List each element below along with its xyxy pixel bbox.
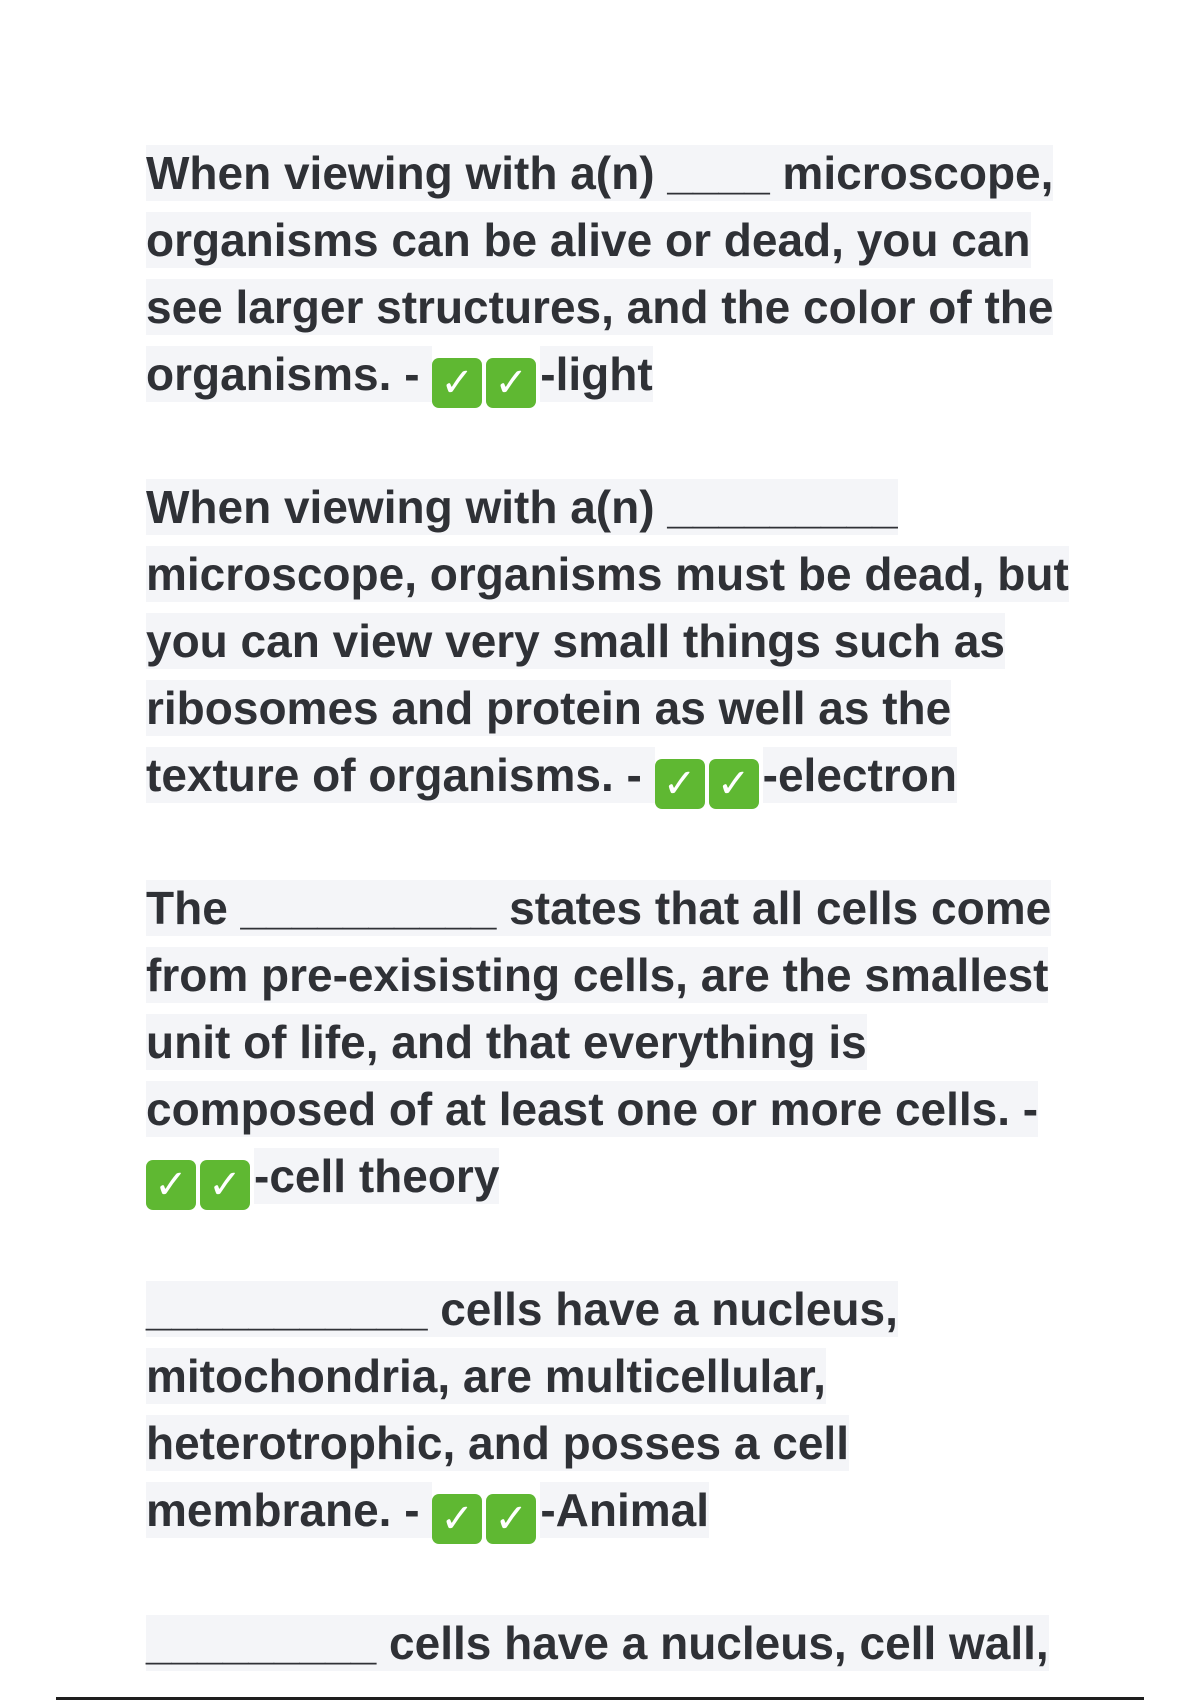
flashcard-item: [146, 1276, 1086, 1544]
check-mark-icon: ✓: [486, 358, 536, 408]
flashcard-list: [146, 140, 1086, 1700]
answer-text: -Animal: [540, 1484, 709, 1536]
question-text: When viewing with a(n) _________ microscope, organisms must be dead, but you can view very small things such as ribosomes and protein as well as the texture of organisms. -: [146, 481, 1069, 801]
check-mark-icon: ✓: [432, 1494, 482, 1544]
flashcard-item-partial: [146, 1610, 1086, 1677]
question-text: ___________ cells have a nucleus, mitochondria, are multicellular, heterotrophic, and posses a cell membrane. -: [146, 1283, 898, 1536]
check-mark-icon: ✓: [432, 358, 482, 408]
question-text: The __________ states that all cells come from pre-exisisting cells, are the smallest unit of life, and that everything is composed of at least one or more cells. -: [146, 882, 1052, 1135]
answer-text: -cell theory: [254, 1150, 500, 1202]
check-mark-icon: ✓: [146, 1160, 196, 1210]
answer-text: -electron: [762, 749, 957, 801]
question-text: When viewing with a(n) ____ microscope, organisms can be alive or dead, you can see larger structures, and the color of the organisms. -: [146, 147, 1054, 400]
flashcard-item: [146, 474, 1086, 809]
flashcard-item: [146, 140, 1086, 408]
check-mark-icon: ✓: [655, 759, 705, 809]
check-mark-icon: ✓: [200, 1160, 250, 1210]
answer-text: -light: [540, 348, 653, 400]
flashcard-item: [146, 875, 1086, 1210]
question-text: _________ cells have a nucleus, cell wall,: [146, 1617, 1049, 1669]
check-mark-icon: ✓: [486, 1494, 536, 1544]
check-mark-icon: ✓: [709, 759, 759, 809]
